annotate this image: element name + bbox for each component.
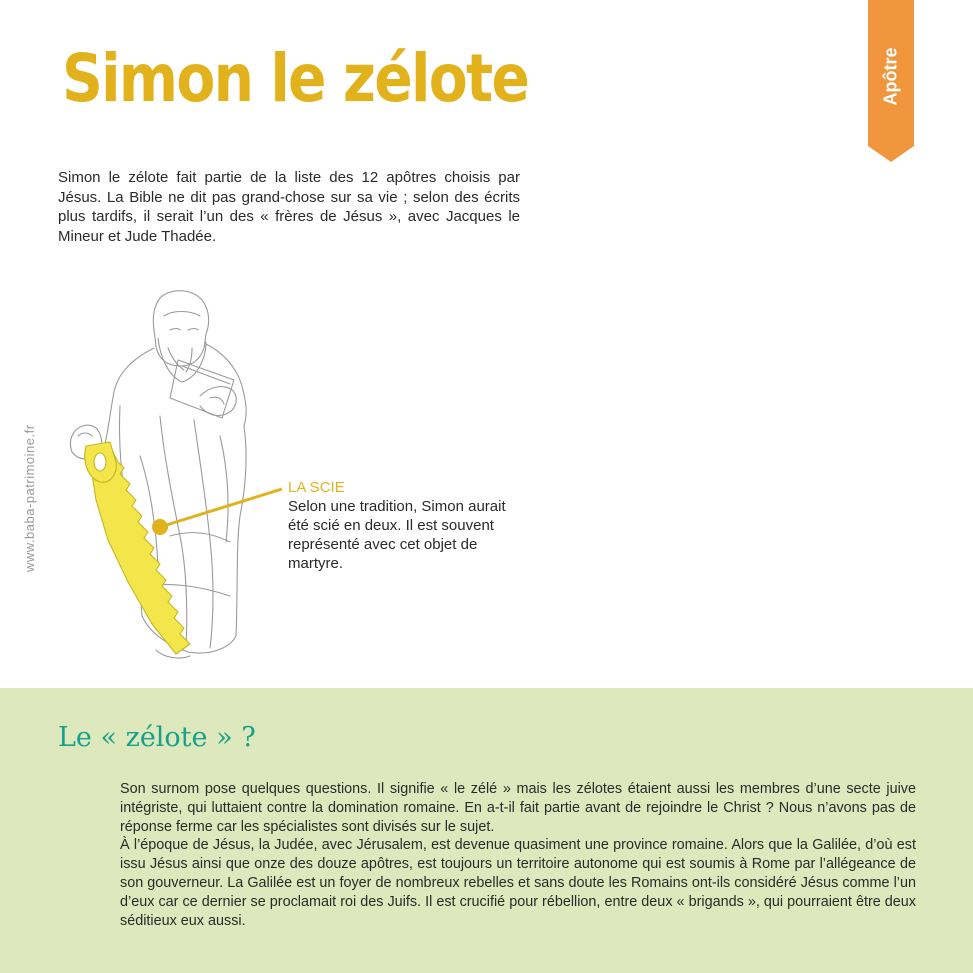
saw-callout: [288, 478, 508, 573]
side-url: www.baba-patrimoine.fr: [22, 424, 37, 572]
section-body: [120, 780, 916, 930]
category-ribbon-label-wrap: [868, 0, 914, 152]
section-title: Le « zélote » ?: [58, 722, 256, 753]
statue-illustration: [60, 286, 300, 662]
intro-paragraph: Simon le zélote fait partie de la liste des 12 apôtres choisis par Jésus. La Bible ne dit pas grand-chose sur sa vie ; selon des écrits plus tardifs, il serait l’un des « frères de Jésus », avec Jacques le Mineur et Jude Thadée.: [58, 169, 520, 245]
saw-callout-label: LA SCIE: [288, 479, 345, 496]
page-title: Simon le zélote: [62, 40, 529, 117]
callout-leader-line: [150, 480, 290, 540]
section-paragraph-1: Son surnom pose quelques questions. Il signifie « le zélé » mais les zélotes étaient aussi les membres d’une secte juive intégriste, qui luttaient contre la domination romaine. En a-t-il fait partie avant de rejoindre le Christ ? Nous n’avons pas de réponse ferme car les spécialistes sont divisés sur le sujet.: [120, 781, 916, 835]
section-paragraph-2: À l’époque de Jésus, la Judée, avec Jérusalem, est devenue quasiment une province romaine. Alors que la Galilée, d’où est issu Jésus ainsi que onze des douze apôtres, est toujours un territoire autonome qui est soumis à Rome par l’allégeance de son gouverneur. La Galilée est un foyer de nombreux rebelles et sans doute les Romains ont-ils considéré Jésus comme l’un d’eux car ce dernier se proclamait roi des Juifs. Il est crucifié pour rébellion, entre deux « brigands », qui pourraient être deux séditieux eux aussi.: [120, 837, 916, 929]
saw-callout-text: Selon une tradition, Simon aurait été scié en deux. Il est souvent représenté avec cet objet de martyre.: [288, 498, 506, 572]
category-ribbon-label: Apôtre: [880, 47, 901, 105]
